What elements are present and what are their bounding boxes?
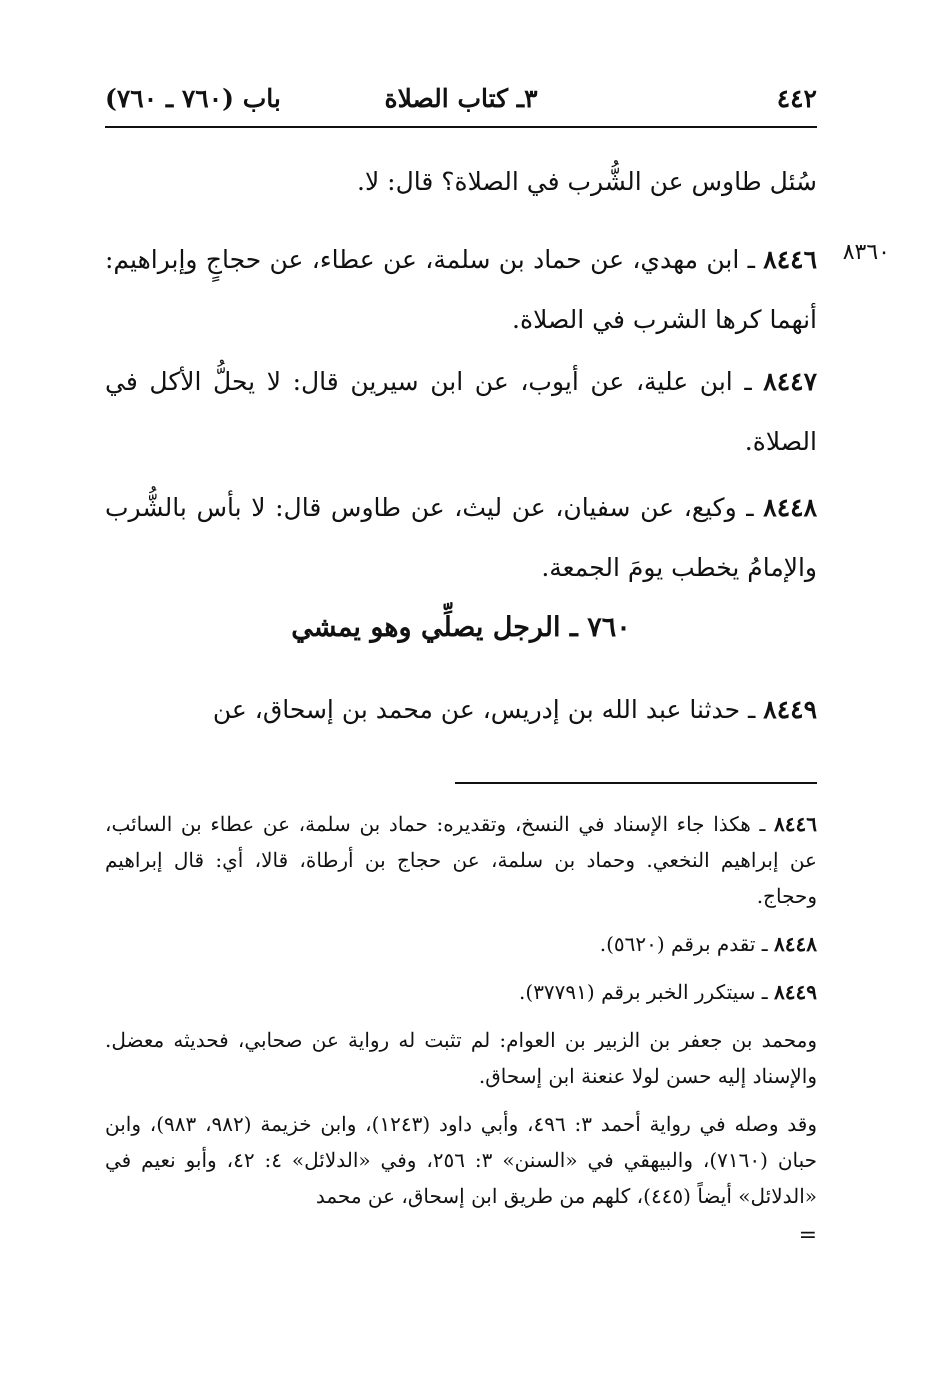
hadith-8446 (105, 230, 817, 350)
hadith-number: ٨٤٤٦ (763, 245, 818, 274)
footnote-text: ـ تقدم برقم (٥٦٢٠). (599, 932, 768, 956)
hadith-8447 (105, 352, 817, 472)
footnote-number: ٨٤٤٨ (774, 932, 817, 956)
footnote (105, 806, 817, 914)
section-heading: ٧٦٠ ـ الرجل يصلِّي وهو يمشي (291, 612, 631, 643)
footnote-separator (455, 782, 817, 784)
footnote-text: ومحمد بن جعفر بن الزبير بن العوام: لم تثبت له رواية عن صحابي، فحديثه معضل. والإسناد إليه حسن لولا عنعنة ابن إسحاق. (105, 1028, 817, 1088)
footnotes (105, 806, 817, 1258)
hadith-8449 (105, 680, 817, 740)
side-reference: ٨٣٦٠ (842, 240, 890, 265)
header-rule (105, 126, 817, 128)
footnote (105, 974, 817, 1010)
running-header (105, 78, 817, 122)
footnote-number: ٨٤٤٦ (774, 812, 818, 836)
page-number: ٤٤٢ (776, 84, 817, 113)
hadith-number: ٨٤٤٩ (763, 695, 817, 724)
footnote-text: وقد وصله في رواية أحمد ٣: ٤٩٦، وأبي داود (١٢٤٣)، وابن خزيمة (٩٨٢، ٩٨٣)، وابن حبان (٧١٦٠)، والبيهقي في «السنن» ٣: ٢٥٦، وفي «الدلائل» ٤: ٤٢، وأبو نعيم في «الدلائل» أيضاً (٤٤٥)، كلهم من طريق ابن إسحاق، عن محمد (105, 1112, 818, 1208)
hadith-text: ـ ابن مهدي، عن حماد بن سلمة، عن عطاء، عن حجاجٍ وإبراهيم: أنهما كرها الشرب في الصلاة. (105, 245, 817, 334)
chapter-range: باب (٧٦٠ ـ ٧٦٠) (105, 84, 281, 113)
footnote (105, 926, 817, 962)
hadith-8448 (105, 478, 817, 598)
hadith-number: ٨٤٤٧ (763, 367, 818, 396)
intro-text: سُئل طاوس عن الشُّرب في الصلاة؟ قال: لا. (357, 167, 817, 196)
footnote-text: ـ سيتكرر الخبر برقم (٣٧٧٩١). (519, 980, 768, 1004)
footnote (105, 1106, 817, 1214)
hadith-text: ـ ابن علية، عن أيوب، عن ابن سيرين قال: لا يحلُّ الأكل في الصلاة. (105, 367, 817, 456)
footnote-text: ـ هكذا جاء الإسناد في النسخ، وتقديره: حماد بن سلمة، عن عطاء بن السائب، عن إبراهيم النخعي. وحماد بن سلمة، عن حجاج بن أرطاة، قالا، أي: قال إبراهيم وحجاج. (105, 812, 817, 908)
book-title: ٣ـ كتاب الصلاة (384, 84, 538, 113)
hadith-number: ٨٤٤٨ (763, 493, 817, 522)
hadith-text: ـ حدثنا عبد الله بن إدريس، عن محمد بن إسحاق، عن (212, 695, 756, 724)
hadith-text: ـ وكيع، عن سفيان، عن ليث، عن طاوس قال: لا بأس بالشُّرب والإمامُ يخطب يومَ الجمعة. (105, 493, 817, 582)
continuation-mark: = (798, 1223, 817, 1248)
footnote (105, 1022, 817, 1094)
footnote-number: ٨٤٤٩ (774, 980, 817, 1004)
intro-paragraph (105, 152, 817, 212)
